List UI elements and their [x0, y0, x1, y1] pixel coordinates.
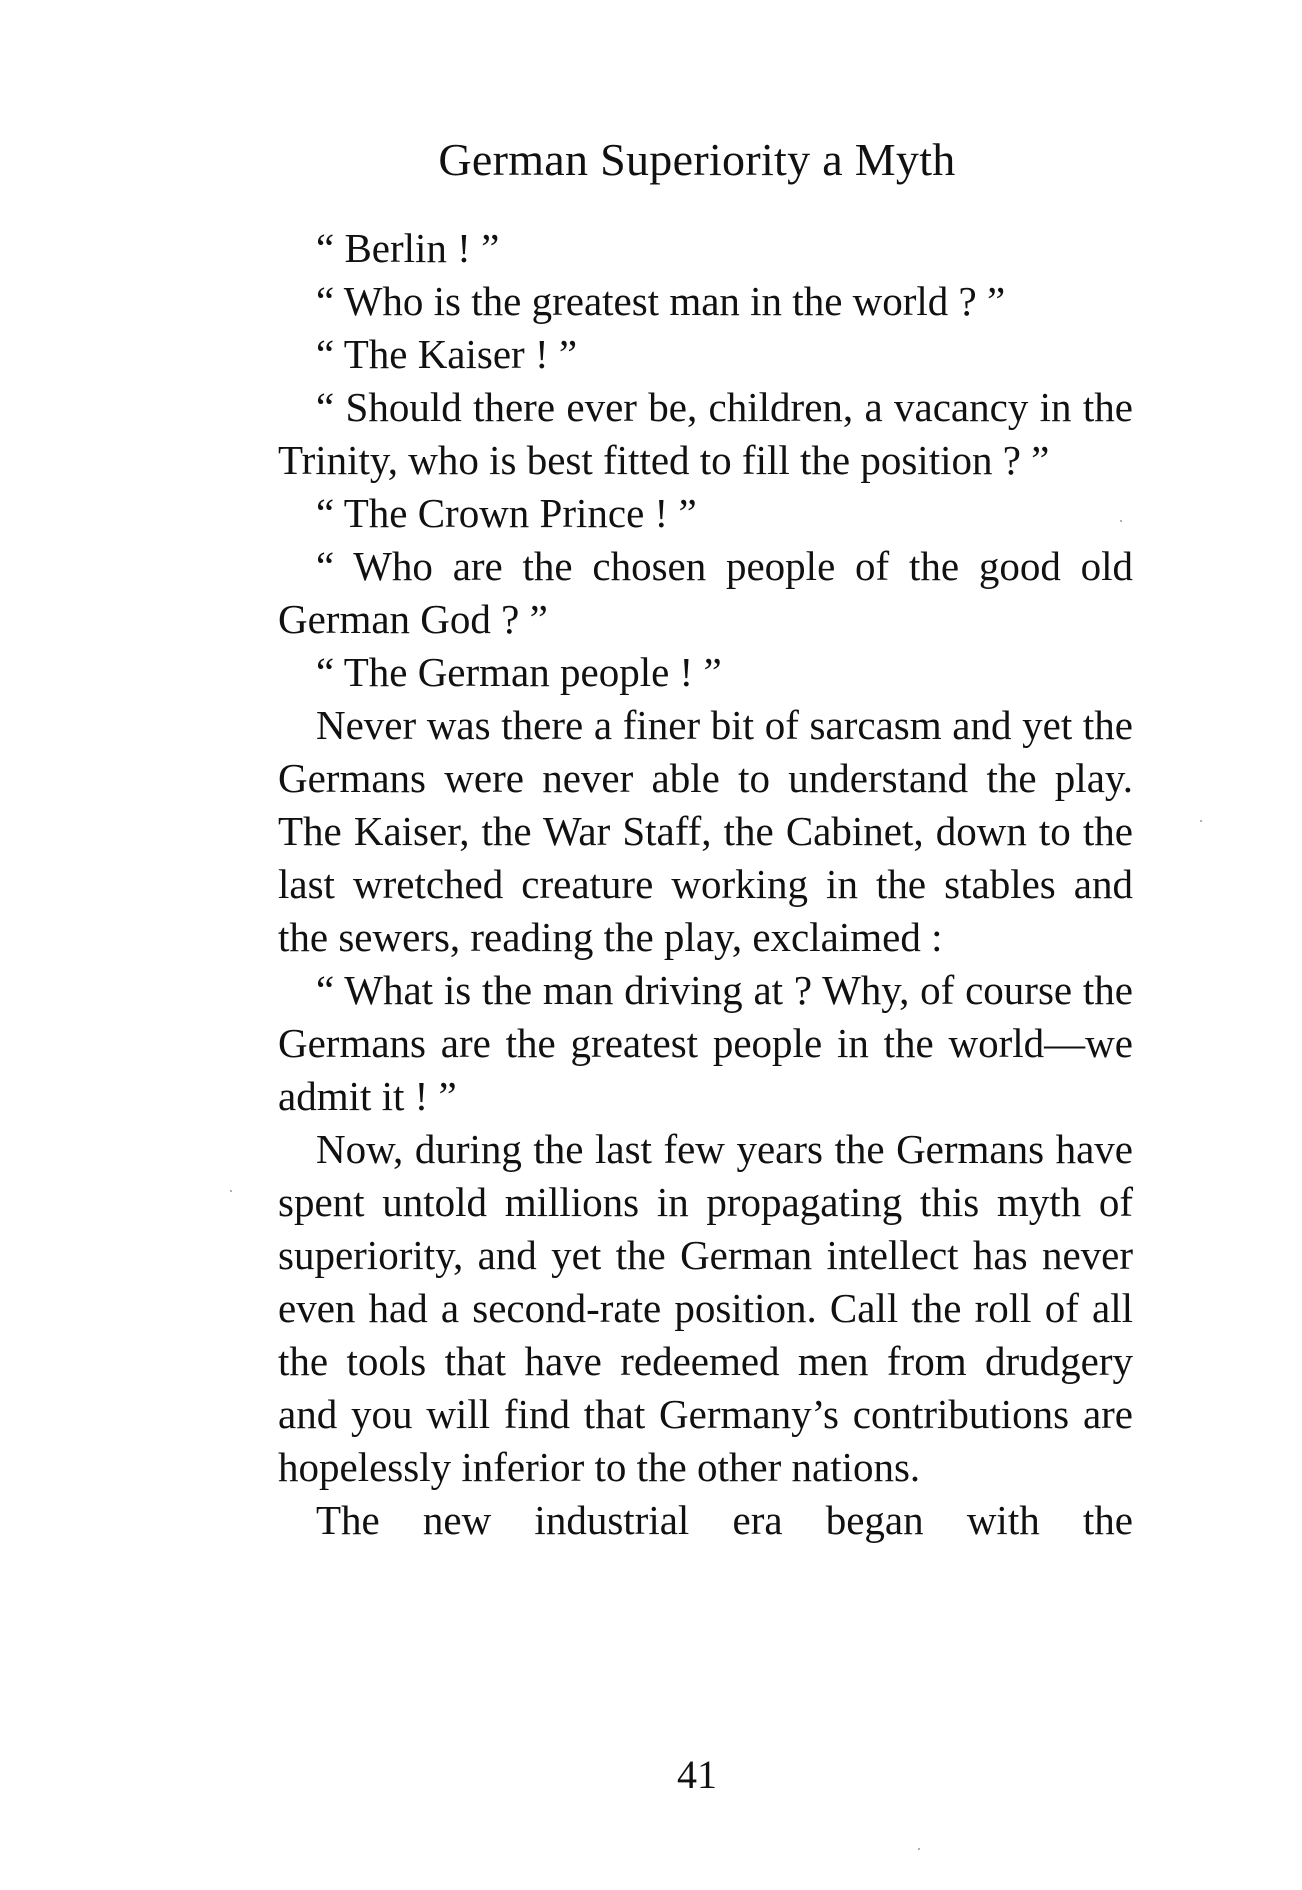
paragraph: “ The German people ! ”: [316, 649, 722, 695]
paragraph: Never was there a finer bit of sarcasm and yet the Germans were never able to understand the play. The Kaiser, the War Staff, the Cabinet, down to the last wretched creature working in the stables and the sewers, reading the play, exclaimed :: [278, 702, 1133, 960]
paragraph: “ Who are the chosen people of the good old German God ? ”: [278, 543, 1133, 642]
running-head: German Superiority a Myth: [438, 134, 956, 185]
paragraph: Now, during the last few years the Germans have spent untold millions in propagating this myth of superiority, and yet the German intellect has never even had a second-rate position. Call the roll of all the tools that have redeemed men from drudgery and you will find that Germany’s contributions are hopelessly inferior to the other nations.: [278, 1126, 1133, 1490]
paragraph: “ Berlin ! ”: [316, 225, 500, 271]
paragraph: “ Should there ever be, children, a vacancy in the Trinity, who is best fitted to fill the position ? ”: [278, 384, 1133, 483]
paper-speck: [230, 1190, 232, 1192]
paragraph: “ The Crown Prince ! ”: [316, 490, 697, 536]
paragraph: The new industrial era began with the: [316, 1497, 1133, 1543]
page-number: 41: [677, 1752, 717, 1797]
paper-speck: [918, 1848, 920, 1850]
paper-speck: [1200, 820, 1202, 822]
paragraph: “ Who is the greatest man in the world ? ”: [316, 278, 1006, 324]
paragraph: “ What is the man driving at ? Why, of course the Germans are the greatest people in the world—we admit it ! ”: [278, 967, 1133, 1119]
paragraph: “ The Kaiser ! ”: [316, 331, 578, 377]
body-text: [278, 222, 1133, 1547]
paper-speck: [1120, 520, 1122, 522]
